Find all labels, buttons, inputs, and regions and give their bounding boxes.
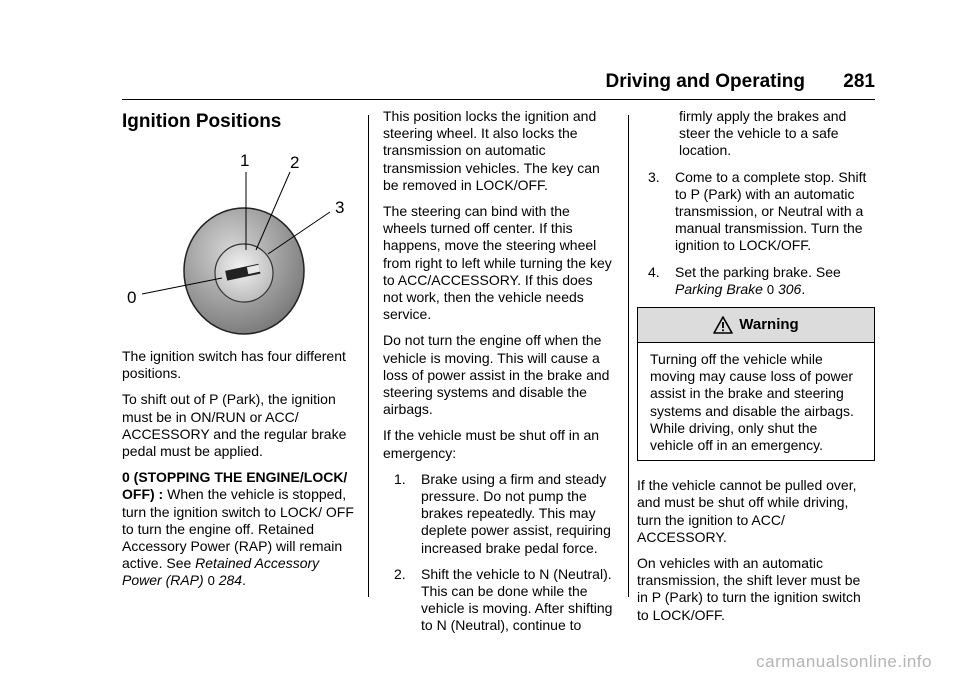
- paragraph: The steering can bind with the wheels turned off center. If this happens, move the steering wheel from right to left while turning the key to ACC/ACCESSORY. If this does not work, then the vehicle needs service.: [383, 203, 612, 323]
- column-1: [122, 348, 354, 599]
- warning-header: [638, 308, 874, 343]
- warning-icon: [713, 316, 733, 334]
- warning-box: [637, 307, 875, 461]
- column-divider: [368, 115, 369, 597]
- paragraph: To shift out of P (Park), the ignition must be in ON/RUN or ACC/ ACCESSORY and the regular brake pedal must be applied.: [122, 391, 347, 460]
- page-ref-symbol: 0: [766, 281, 775, 297]
- page-header: [122, 70, 875, 96]
- page-title: Ignition Positions: [122, 111, 282, 132]
- label-1: 1: [240, 151, 250, 170]
- paragraph: On vehicles with an automatic transmission, the shift lever must be in P (Park) to turn the ignition switch to LOCK/OFF.: [637, 555, 861, 623]
- paragraph: If the vehicle must be shut off in an emergency:: [383, 427, 600, 461]
- watermark: carmanualsonline.info: [756, 652, 932, 671]
- list-continuation: firmly apply the brakes and steer the vehicle to a safe location.: [679, 108, 847, 159]
- ignition-switch-figure: [122, 146, 362, 346]
- emergency-steps-list: [383, 471, 613, 635]
- paragraph: The ignition switch has four different positions.: [122, 348, 346, 382]
- list-item: 2. Shift the vehicle to N (Neutral). This can be done while the vehicle is moving. After shifting to N (Neutral), continue to: [394, 565, 613, 634]
- page-ref[interactable]: 306: [777, 280, 802, 297]
- column-divider: [628, 115, 629, 597]
- paragraph: 0 (STOPPING THE ENGINE/LOCK/ OFF) : When the vehicle is stopped, turn the ignition switch to LOCK/ OFF to turn the engine off. Retained Accessory Power (RAP) will remain active. See Retained Accessory Power (RAP) 0 284.: [122, 469, 354, 589]
- emergency-steps-list: [637, 169, 875, 298]
- header-rule: [122, 99, 875, 100]
- section-title: Driving and Operating: [605, 71, 805, 92]
- page-number: 281: [843, 71, 875, 92]
- warning-text: Turning off the vehicle while moving may cause loss of power assist in the brake and steering systems and disable the airbags. While driving, only shut the vehicle off in an emergency.: [650, 351, 854, 454]
- paragraph: This position locks the ignition and steering wheel. It also locks the transmission on automatic transmission vehicles. The key can be removed in LOCK/OFF.: [383, 108, 600, 193]
- label-0: 0: [127, 288, 137, 307]
- column-2: [383, 108, 613, 644]
- label-3: 3: [335, 198, 345, 217]
- paragraph: Do not turn the engine off when the vehicle is moving. This will cause a loss of power assist in the brake and steering systems and disable the airbags.: [383, 332, 610, 418]
- page-ref-symbol: 0: [207, 573, 215, 589]
- label-2: 2: [290, 153, 300, 172]
- list-item: 3. Come to a complete stop. Shift to P (Park) with an automatic transmission, or Neutral with a manual transmission. Turn the ignition to LOCK/OFF.: [648, 168, 867, 254]
- position-heading: 0 (STOPPING THE ENGINE/LOCK/ OFF) :: [122, 469, 348, 503]
- column-3: [637, 108, 875, 633]
- cross-reference-link[interactable]: Retained Accessory Power (RAP): [122, 555, 320, 589]
- list-item: 1. Brake using a firm and steady pressure. Do not pump the brakes repeatedly. This may deplete power assist, requiring increased brake pedal force.: [394, 470, 611, 556]
- warning-title: Warning: [739, 316, 799, 334]
- cross-reference-link[interactable]: Parking Brake: [675, 280, 763, 297]
- paragraph: If the vehicle cannot be pulled over, and must be shut off while driving, turn the ignition to ACC/ ACCESSORY.: [637, 477, 857, 545]
- list-item: 4. Set the parking brake. See Parking Brake 0 306.: [648, 263, 841, 297]
- page-ref[interactable]: 284: [218, 572, 243, 589]
